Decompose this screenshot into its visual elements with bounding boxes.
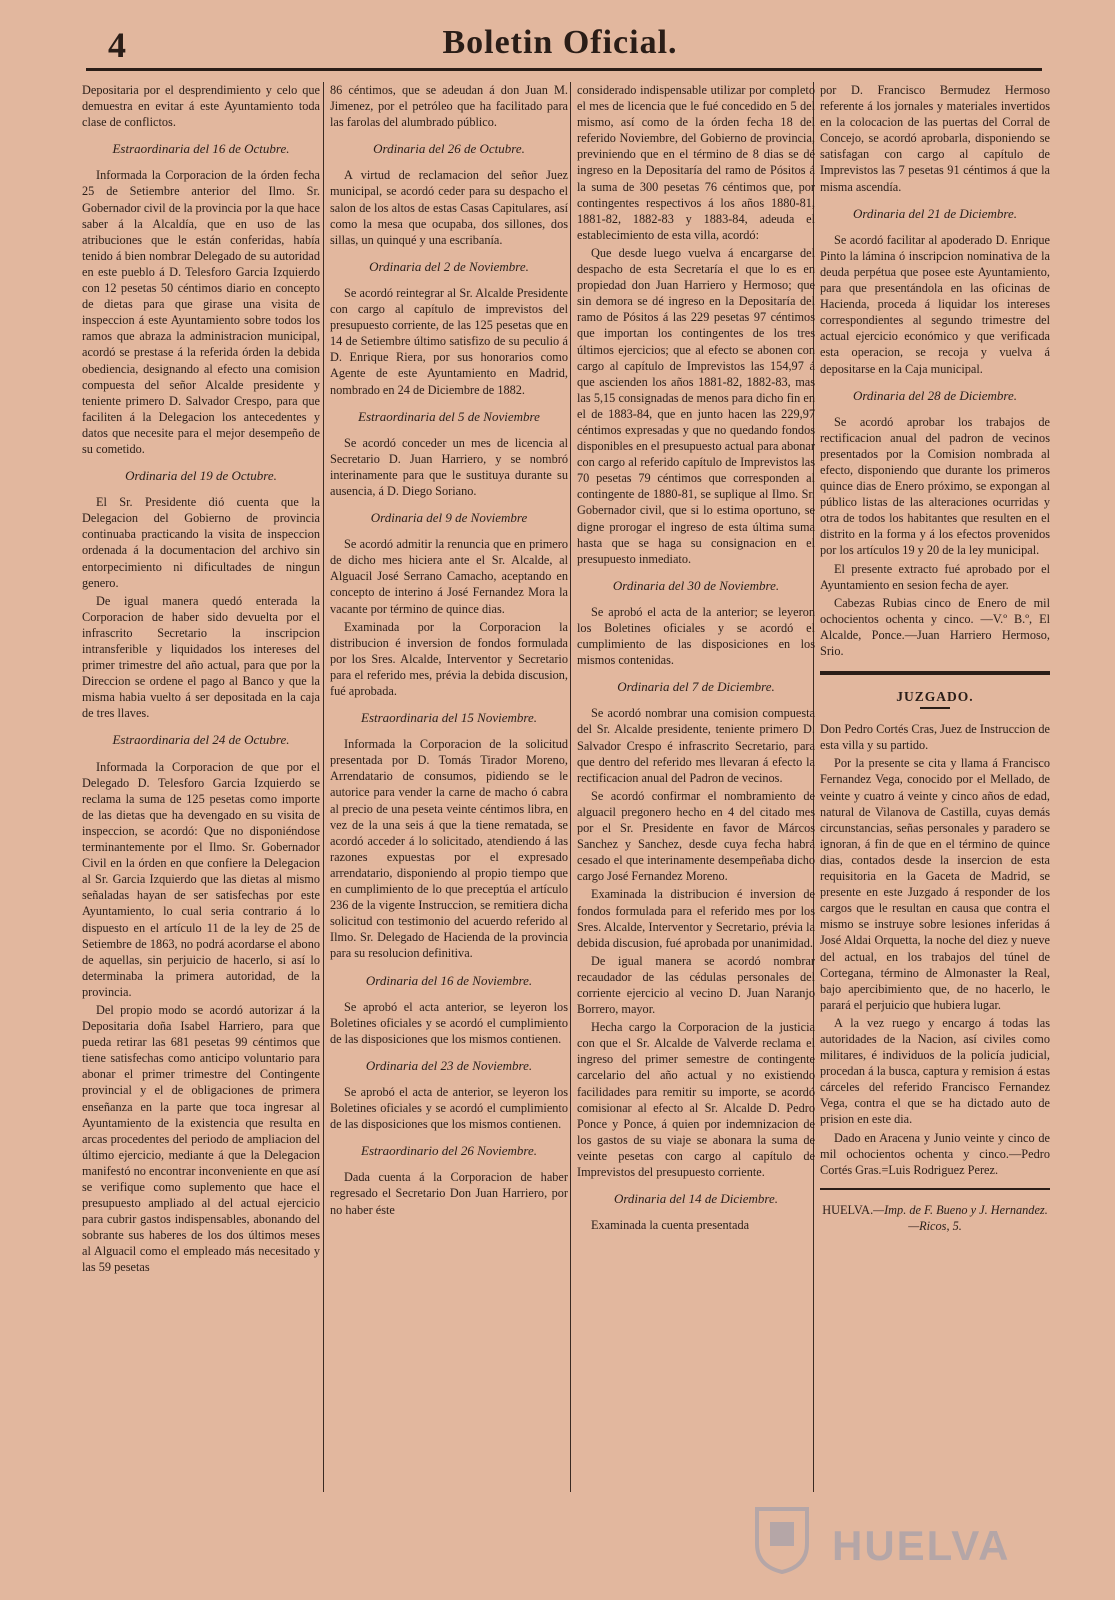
- section-heading: Estraordinaria del 16 de Octubre.: [112, 141, 290, 157]
- paragraph: Por la presente se cita y llama á Francisco Fernandez Vega, conocido por el Mellado, de veinte y cuatro á veinte y cinco años de edad, natural de Vilanova de Castilla, cuyas demás circunstancias, señas personales y paradero se ignoran, á fin de que en el término de quince dias, contados desde la insercion de esta requisitoria en la Gaceta de Madrid, se presente en este Juzgado á responder de los cargos que le resultan en causa que contra el mismo se instruye sobre lesiones inferidas á José Aldai Orquetta, la noche del diez y nueve del actual, en los trabajos del túnel de Cortegana, término de Almonaster la Real, bajo apercibimiento que, de no hacerlo, le parará el perjuicio que hubiera lugar.: [820, 756, 1050, 1012]
- printer-imprint: [820, 1202, 1050, 1234]
- library-watermark: [712, 1500, 1042, 1578]
- paragraph: 86 céntimos, que se adeudan á don Juan M. Jimenez, por el petróleo que ha facilitado para las farolas del alumbrado público.: [330, 83, 568, 130]
- section-heading: Ordinaria del 21 de Diciembre.: [852, 205, 1018, 221]
- section-heading: Ordinaria del 19 de Octubre.: [125, 468, 277, 484]
- column-3: [577, 82, 815, 1235]
- page-header: [80, 22, 1040, 72]
- paragraph: Se acordó facilitar al apoderado D. Enrique Pinto la lámina ó inscripcion nominativa de la deuda perpétua que posee este Ayuntamiento, para que presentándola en las oficinas de Hacienda, proceda á liquidar los intereses correspondientes al segundo trimestre del actual ejercicio económico y que verificada esta operacion, se recoja y vuelva á depositarse en la Caja municipal.: [820, 232, 1050, 376]
- masthead-title: Boletin Oficial.: [442, 24, 678, 61]
- paragraph: Se aprobó el acta de anterior, se leyeron los Boletines oficiales y se acordó el cumplimiento de las disposiciones que los mismos contienen.: [330, 1084, 568, 1132]
- paragraph: Se aprobó el acta anterior, se leyeron los Boletines oficiales y se acordó el cumplimiento de las disposiciones que los mismos contienen.: [330, 999, 568, 1046]
- paragraph: Se acordó conceder un mes de licencia al Secretario D. Juan Harriero, y se nombró interinamente para que le sustituya durante su ausencia, á D. Diego Soriano.: [330, 435, 568, 498]
- column-divider: [570, 82, 571, 1492]
- header-rule: [86, 68, 1042, 71]
- paragraph: Informada la Corporacion de la órden fecha 25 de Setiembre anterior del Ilmo. Sr. Gobernador civil de la provincia por la que hace saber á la Alcaldía, que en uso de las atribuciones que le están conferidas, había tenido á bien nombrar Delegado de su autoridad en este pueblo á D. Telesforo Garcia Izquierdo con 12 pesetas 50 céntimos diario en concepto de dietas para que girase una visita de inspeccion á este Ayuntamiento sobre todos los ramos que abraza la administracion municipal, acordó se prestase á la referida órden la debida obediencia, designando al efecto una comision compuesta del señor Alcalde presidente y teniente primero D. Salvador Crespo, para que faciliten á la Delegacion los antecedentes y datos que necesite para el mejor desempeño de su cometido.: [82, 168, 320, 456]
- paragraph: Informada la Corporacion de la solicitud presentada por D. Tomás Tirador Moreno, Arrendatario de consumos, pidiendo se le autorice para vender la carne de macho ó cabra al precio de una peseta veinte céntimos libra, en vez de la una seis á que la tiene rematada, se acordó acceder á lo solicitado, atendiendo á las razones expuestas por el expresado arrendatario, disponiendo al propio tiempo que en cumplimiento de lo que preceptúa el artículo 236 de la vigente Instruccion, se remitiera dicha solicitud con testimonio del acuerdo referido al Ilmo. Sr. Delegado de Hacienda de la provincia para su resolucion definitiva.: [330, 737, 568, 961]
- paragraph: El presente extracto fué aprobado por el Ayuntamiento en sesion fecha de ayer.: [820, 561, 1050, 592]
- paragraph: Dado en Aracena y Junio veinte y cinco de mil ochocientos ochenta y cinco.—Pedro Cortés Gras.=Luis Rodriguez Perez.: [820, 1130, 1050, 1177]
- section-heading: Estraordinario del 26 Noviembre.: [361, 1143, 537, 1159]
- paragraph: Se acordó reintegrar al Sr. Alcalde Presidente con cargo al capítulo de imprevistos del presupuesto corriente, de las 125 pesetas que en 14 de Setiembre último satisfizo de su peculio á D. Enrique Riera, por sus honorarios como Agente de este Ayuntamiento en Madrid, nombrado en 24 de Diciembre de 1882.: [330, 285, 568, 397]
- paragraph: Examinada por la Corporacion la distribucion é inversion de fondos formulada por los Sres. Alcalde, Interventor y Secretario para el referido mes, prévia la debida discusion, fué aprobada.: [330, 619, 568, 698]
- heading-dash: [920, 707, 950, 709]
- column-divider: [323, 82, 324, 1492]
- paragraph: El Sr. Presidente dió cuenta que la Delegacion del Gobierno de provincia continuaba practicando la visita de inspeccion ordenada á la documentacion del archivo sin entorpecimiento ni dificultades de ningun genero.: [82, 495, 320, 590]
- paragraph: Examinada la distribucion é inversion de fondos formulada para el referido mes por los Sres. Alcalde, Interventor y Secretario, prévia la debida discusion, fué aprobada por unanimidad.: [577, 887, 815, 950]
- paragraph: Dada cuenta á la Corporacion de haber regresado el Secretario Don Juan Harriero, por no haber éste: [330, 1170, 568, 1217]
- column-2: [330, 82, 568, 1220]
- paragraph: Se acordó aprobar los trabajos de rectificacion anual del padron de vecinos presentados por la Comision nombrada al efecto, disponiendo que durante los primeros quince dias de Enero próximo, se expongan al público listas de las alteraciones ocurridas y otra de todos los habitantes que resulten en el distrito en la forma y á los efectos provenidos por los artículos 19 y 20 de la ley municipal.: [820, 414, 1050, 558]
- paragraph: Depositaria por el desprendimiento y celo que demuestra en evitar á este Ayuntamiento toda clase de conflictos.: [82, 83, 320, 130]
- section-heading: Estraordinaria del 15 Noviembre.: [361, 710, 537, 726]
- page-number: 4: [108, 25, 126, 65]
- section-heading: Ordinaria del 30 de Noviembre.: [612, 577, 780, 593]
- juzgado-heading: JUZGADO.: [896, 689, 974, 705]
- section-heading: Estraordinaria del 5 de Noviembre: [358, 408, 540, 424]
- paragraph: considerado indispensable utilizar por completo el mes de licencia que le fué concedido en 5 del mismo, así como de la órden fecha 18 del referido Noviembre, del Gobierno de provincia, previniendo que en el término de 8 dias se dé ingreso en la Depositaría del ramo de Pósitos á la suma de 300 pesetas 76 céntimos que, por contingentes respectivos á los años 1880-81, 1881-82, 1882-83 y 1883-84, adeuda el establecimiento de esta villa, acordó:: [577, 83, 815, 242]
- section-heading: Ordinaria del 16 de Noviembre.: [365, 972, 533, 988]
- paragraph: Se acordó confirmar el nombramiento de alguacil pregonero hecho en 4 del citado mes por el Sr. Presidente en favor de Márcos Sanchez y Sanchez, desde cuya fecha habrá cesado el que interinamente desempeñaba dicho cargo José Fernandez Moreno.: [577, 788, 815, 884]
- imprint-rule: [820, 1188, 1050, 1190]
- imprint-city: HUELVA.: [822, 1202, 874, 1217]
- section-heading: Ordinaria del 9 de Noviembre: [370, 510, 528, 526]
- section-heading: Ordinaria del 7 de Diciembre.: [617, 679, 775, 695]
- paragraph: De igual manera se acordó nombrar recaudador de las cédulas personales del corriente ejercicio al vecino D. Juan Naranjo Borrero, mayor.: [577, 953, 815, 1017]
- paragraph: Examinada la cuenta presentada: [591, 1218, 750, 1233]
- paragraph: Se aprobó el acta de la anterior; se leyeron los Boletines oficiales y se acordó el cumplimiento de las disposiciones en los mismos contenidas.: [577, 604, 815, 668]
- section-heading: Ordinaria del 28 de Diciembre.: [852, 387, 1018, 403]
- section-heading: Ordinaria del 23 de Noviembre.: [365, 1057, 533, 1073]
- paragraph: Del propio modo se acordó autorizar á la Depositaria doña Isabel Harriero, para que pueda retirar las 681 pesetas 99 céntimos que tiene satisfechas como anticipo voluntario para abonar el primer trimestre del Contingente provincial y el de obligaciones de primera enseñanza en la parte que toca ingresar al Ayuntamiento de la existencia que resulta en arcas procedentes del periodo de ampliacion del último ejercicio, mediante á que la Delegacion manifestó no encontrar inconveniente en que así se verifique como suplemento que hace el presupuesto ampliado al del actual ejercicio para cubrir gastos indispensables, abonando del sobrante sus haberes de los dos últimos meses al Alguacil como el empleado más necesitado y las 59 pesetas: [82, 1002, 320, 1275]
- paragraph: Se acordó nombrar una comision compuesta del Sr. Alcalde presidente, teniente primero D. Salvador Crespo é infrascrito Secretario, para que dentro del referido mes llevaran á efecto la rectificacion anual del Padron de vecinos.: [577, 706, 815, 785]
- paragraph: A virtud de reclamacion del señor Juez municipal, se acordó ceder para su despacho el salon de los altos de estas Casas Capitulares, así como la mesa que ocupaba, dos sillones, dos sillas, un quinqué y una escribanía.: [330, 168, 568, 247]
- section-heading: Ordinaria del 14 de Diciembre.: [613, 1191, 779, 1207]
- section-rule: [820, 671, 1050, 675]
- section-heading: Ordinaria del 26 de Octubre.: [373, 141, 525, 157]
- paragraph: Cabezas Rubias cinco de Enero de mil ochocientos ochenta y cinco. —V.º B.º, El Alcalde, Ponce.—Juan Harriero Hermoso, Srio.: [820, 595, 1050, 658]
- paragraph: por D. Francisco Bermudez Hermoso referente á los jornales y materiales invertidos en la colocacion de las puertas del Corral de Concejo, se acordó aprobarla, disponiendo se satisfagan con cargo al capítulo de Imprevistos las 7 pesetas 91 céntimos á que la misma ascendía.: [820, 83, 1050, 194]
- section-heading: Ordinaria del 2 de Noviembre.: [369, 258, 529, 274]
- paragraph: A la vez ruego y encargo á todas las autoridades de la Nacion, así civiles como militares, é individuos de la policía judicial, procedan á la busca, captura y remision á estas cárceles del referido Francisco Fernandez Vega, contra el que se ha dictado auto de prision en este dia.: [820, 1015, 1050, 1127]
- column-4: [820, 82, 1050, 1234]
- paragraph: Hecha cargo la Corporacion de la justicia con que el Sr. Alcalde de Valverde reclama el ingreso del primer semestre de contingente carcelario del año actual y no existiendo facilidades para remitir su importe, se acordó comisionar al efecto al Sr. Alcalde D. Pedro Ponce y Ponce, á quien por indemnizacion de los gastos de su viaje se abonara la suma de veinte pesetas con cargo al capítulo de Imprevistos del presupuesto corriente.: [577, 1020, 815, 1179]
- paragraph: Don Pedro Cortés Cras, Juez de Instruccion de esta villa y su partido.: [820, 722, 1050, 753]
- paragraph: Que desde luego vuelva á encargarse del despacho de esta Secretaría el que lo es en propiedad don Juan Harriero y Hermoso; que sin demora se dé ingreso en la Depositaría del ramo de Pósitos á las 229 pesetas 97 céntimos que importan los contingentes de los tres últimos ejercicios; que al efecto se abonen con cargo al capítulo de Imprevistos las 154,97 á que ascienden los años 1881-82, 1882-83, mas las 5,15 consignadas de menos para dicho fin en el de 1883-84, que en junto hacen las 229,97 céntimos expresadas y que no quedando fondos disponibles en el presupuesto actual para abonar con cargo al referido capítulo de Imprevistos las 70 pesetas 79 céntimos que corresponden al contingente de 1880-81, se suplique al Ilmo. Sr. Gobernador civil, que si lo estima oportuno, se digne prorogar el ingreso de esta última suma hasta que se haga su consignacion en el presupuesto inmediato.: [577, 245, 815, 566]
- paragraph: Informada la Corporacion de que por el Delegado D. Telesforo Garcia Izquierdo se reclama la suma de 125 pesetas como importe de las dietas que ha devengado en su visita de inspeccion, se acordó: Que no disponiéndose terminantemente por el Ilmo. Sr. Gobernador Civil en la órden en que confiere la Delegacion al Sr. Garcia Izquierdo que las dietas al mismo señaladas hayan de ser satisfechas por este Ayuntamiento, lo cual seria contrario á lo dispuesto en el artículo 11 de la ley de 25 de Setiembre de 1863, no podrá acordarse el abono de aquellas, sin perjuicio de hacerlo, si así lo determinaba la primera autoridad, de la provincia.: [82, 759, 320, 999]
- column-1: [82, 82, 320, 1278]
- section-heading: Estraordinaria del 24 de Octubre.: [112, 732, 290, 748]
- imprint-details: —Imp. de F. Bueno y J. Hernandez.—Ricos, 5.: [873, 1202, 1048, 1233]
- watermark-text: HUELVA: [832, 1522, 1011, 1569]
- paragraph: De igual manera quedó enterada la Corporacion de haber sido devuelta por el infrascrito Secretario la inscripcion intransferible y liquidados los intereses del primer trimestre del año actual, para que por la Direccion se ordene el pago al Banco y que la misma habia vuelto á ser depositada en la caja de tres llaves.: [82, 593, 320, 721]
- shield-icon: [752, 1504, 812, 1574]
- paragraph: Se acordó admitir la renuncia que en primero de dicho mes hiciera ante el Sr. Alcalde, al Alguacil José Serrano Camacho, aceptando en concepto de interino á José Fernandez Mora la vacante por término de quince dias.: [330, 537, 568, 616]
